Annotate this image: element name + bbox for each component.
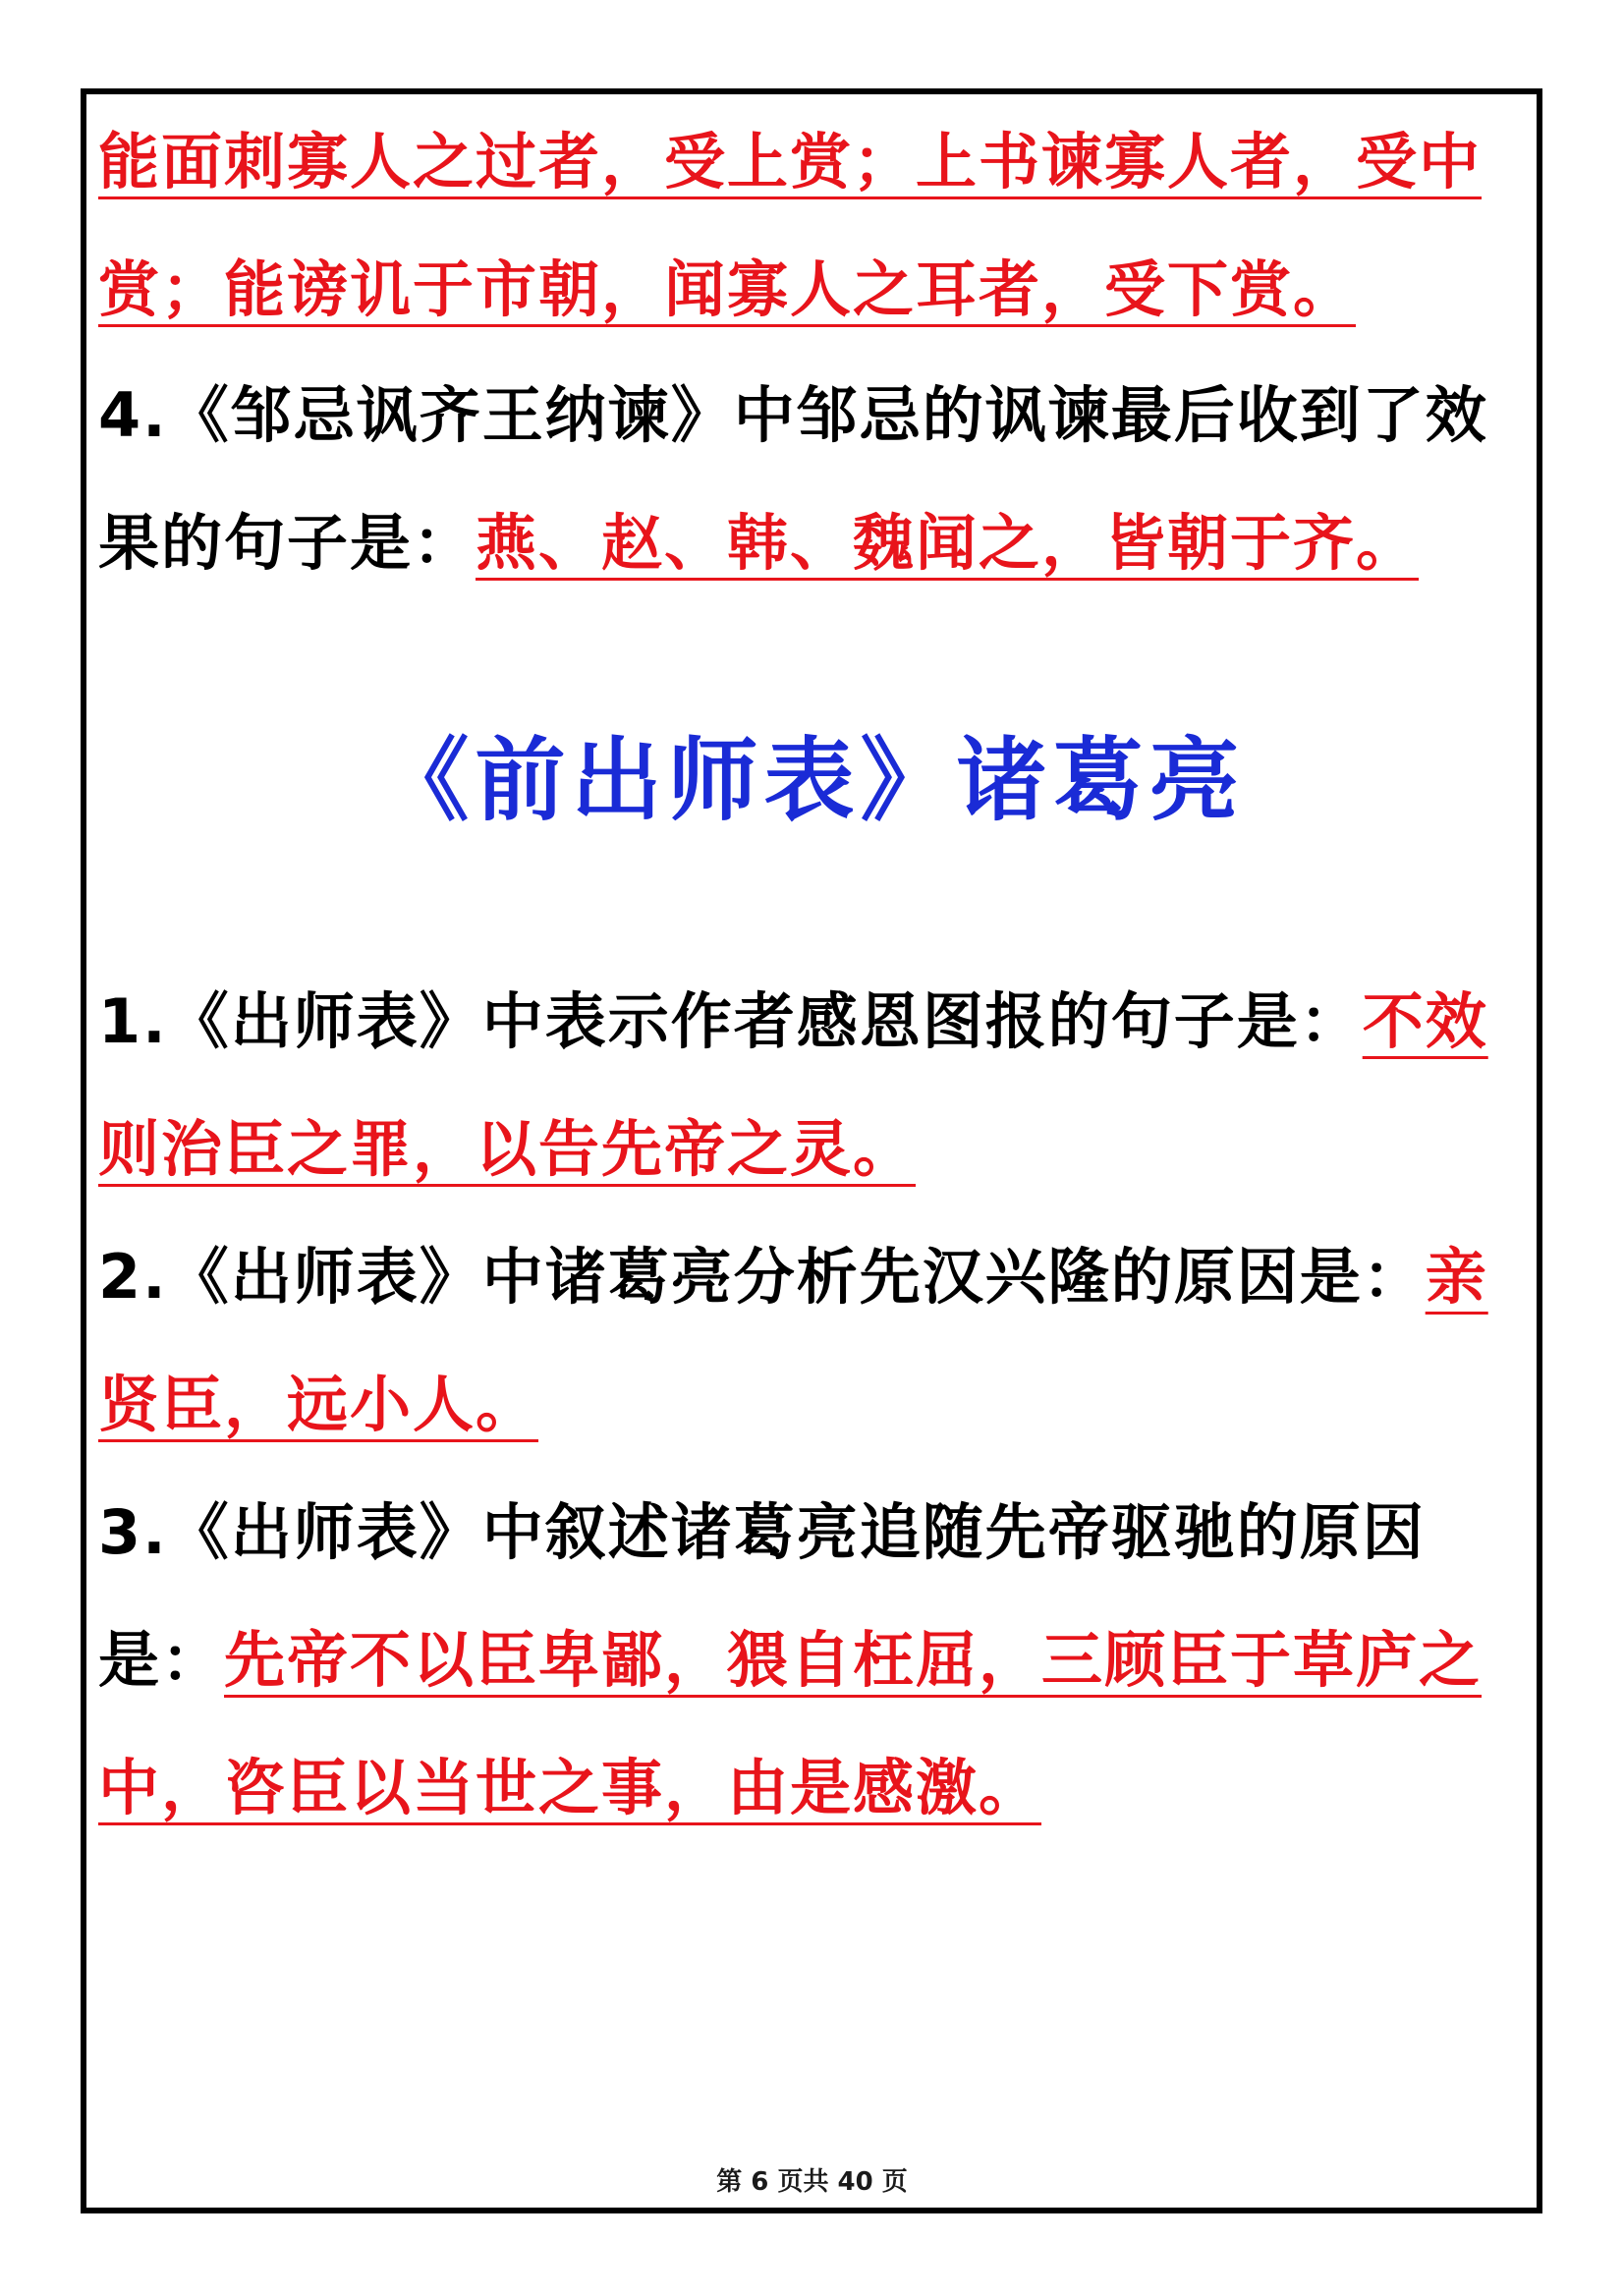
answer-text: 先帝不以臣卑鄙，猥自枉屈，三顾臣于草庐之中，咨臣以当世之事，由是感激。: [98, 1624, 1483, 1823]
qa-block-2: [98, 352, 1533, 607]
qa-block-4: [98, 1213, 1533, 1469]
answer-text: 不效则治臣之罪，以告先帝之灵。: [98, 985, 1488, 1185]
question-text: 2.《出师表》中诸葛亮分析先汉兴隆的原因是：: [98, 1241, 1426, 1313]
question-text: 3.《出师表》中叙述诸葛亮追随先帝驱驰的原因是：: [98, 1496, 1426, 1696]
answer-text: 亲贤臣，远小人。: [98, 1241, 1488, 1440]
qa-block-5: [98, 1469, 1533, 1852]
page-number: 第 6 页共 40 页: [716, 2167, 908, 2197]
qa-block-3: [98, 958, 1533, 1213]
section-title: 《前出师表》诸葛亮: [378, 728, 1246, 833]
answer-text: 燕、赵、韩、魏闻之，皆朝于齐。: [476, 507, 1420, 579]
answer-text: 能面刺寡人之过者，受上赏；上书谏寡人者，受中赏；能谤讥于市朝，闻寡人之耳者，受下赏。: [98, 126, 1483, 325]
qa-block-1: [98, 98, 1533, 354]
question-text: 1.《出师表》中表示作者感恩图报的句子是：: [98, 985, 1363, 1057]
question-text: 4.《邹忌讽齐王纳谏》中邹忌的讽谏最后收到了效果的句子是：: [98, 379, 1488, 579]
